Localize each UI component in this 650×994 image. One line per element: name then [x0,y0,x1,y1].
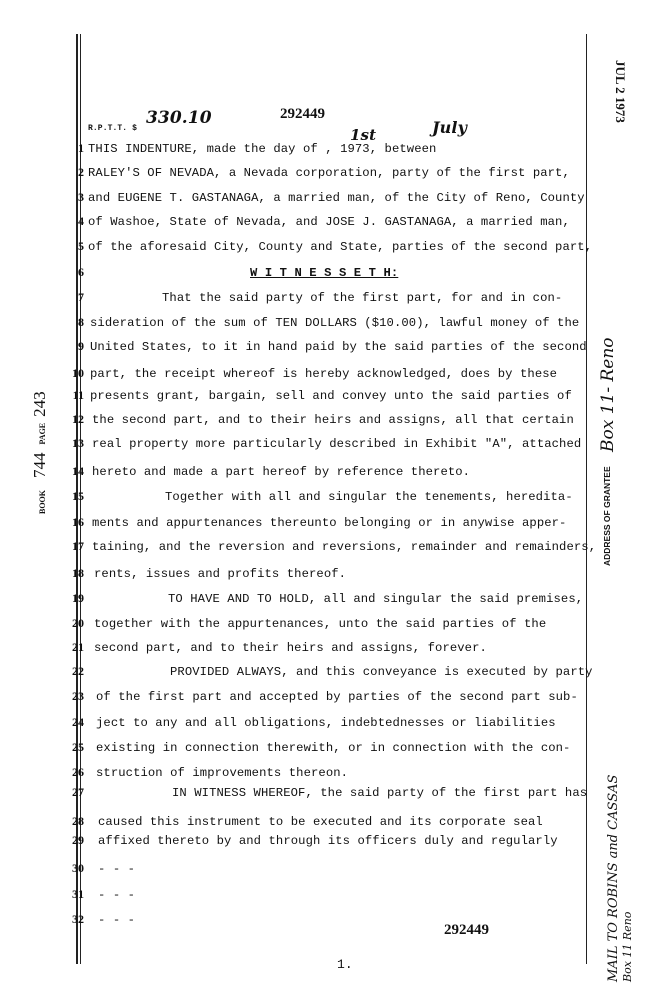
book-label: BOOK [38,489,47,514]
deed-text-line: real property more particularly described in Exhibit "A", attached [92,437,582,451]
deed-text-line: of Washoe, State of Nevada, and JOSE J. GASTANAGA, a married man, [88,215,570,229]
deed-text-line: United States, to it in hand paid by the said parties of the second [90,340,587,354]
deed-text-line: and EUGENE T. GASTANAGA, a married man, of the City of Reno, County [88,191,585,205]
deed-text-line: Together with all and singular the tenements, heredita- [165,490,573,504]
line-number: 15 [72,489,84,503]
line-number: 16 [72,515,84,529]
deed-text-line: the second part, and to their heirs and assigns, all that certain [92,413,574,427]
deed-text-line: IN WITNESS WHEREOF, the said party of the first part has [172,786,588,800]
line-number: 2 [78,165,84,179]
line-number: 31 [72,887,84,901]
deed-text-line: PROVIDED ALWAYS, and this conveyance is executed by party [170,665,593,679]
line-number: 6 [78,265,84,279]
line-number: 21 [72,640,84,654]
line-number: 24 [72,715,84,729]
deed-text-line: - - - [98,913,136,927]
deed-text-line: rents, issues and profits thereof. [94,567,347,581]
book-number: 744 [30,452,49,478]
deed-text-line: ject to any and all obligations, indebtednesses or liabilities [96,716,556,730]
right-margin-rule [586,34,587,964]
deed-text-line: of the first part and accepted by parties of the second part sub- [96,690,578,704]
deed-text-line: together with the appurtenances, unto the said parties of the [94,617,547,631]
line-number: 32 [72,912,84,926]
grantee-address-label: ADDRESS OF GRANTEE [602,466,612,566]
line-number: 27 [72,785,84,799]
date-month-handwritten: July [432,118,467,137]
rptt-value: 330.10 [146,108,212,128]
line-number: 5 [78,239,84,253]
page-number: 1. [337,957,353,972]
deed-text-line: THIS INDENTURE, made the day of , 1973, between [88,142,437,156]
filed-date-stamp: JUL 2 1973 [613,60,628,123]
mail-to-handwritten-line2: Box 11 Reno [621,911,634,982]
deed-text-line: presents grant, bargain, sell and convey unto the said parties of [90,389,572,403]
deed-text-line: - - - [98,862,136,876]
deed-text-line: affixed thereto by and through its officers duly and regularly [98,834,558,848]
line-number: 26 [72,765,84,779]
witnesseth-heading: W I T N E S S E T H: [250,266,399,280]
deed-text-line: second part, and to their heirs and assigns, forever. [94,641,487,655]
line-number: 12 [72,412,84,426]
line-number: 22 [72,664,84,678]
deed-text-line: RALEY'S OF NEVADA, a Nevada corporation, party of the first part, [88,166,570,180]
line-number: 10 [72,366,84,380]
line-number: 30 [72,861,84,875]
deed-text-line: That the said party of the first part, for and in con- [162,291,563,305]
line-number: 23 [72,689,84,703]
deed-text-line: part, the receipt whereof is hereby acknowledged, does by these [90,367,558,381]
book-page-stamp [30,391,50,514]
deed-text-line: struction of improvements thereon. [96,766,349,780]
rptt-label: R.P.T.T. $ [88,124,138,133]
page-label: PAGE [38,422,47,445]
line-number: 11 [72,388,84,402]
doc-number-bottom: 292449 [444,922,489,938]
line-number: 8 [78,315,84,329]
deed-text-line: TO HAVE AND TO HOLD, all and singular the said premises, [168,592,584,606]
deed-text-line: caused this instrument to be executed and its corporate seal [98,815,543,829]
line-number: 29 [72,833,84,847]
line-number: 14 [72,464,84,478]
line-number: 19 [72,591,84,605]
line-number: 1 [78,141,84,155]
mail-to-handwritten: MAIL TO ROBINS and CASSAS [606,774,621,982]
line-number: 28 [72,814,84,828]
deed-text-line: existing in connection therewith, or in connection with the con- [96,741,571,755]
date-day-handwritten: 1st [350,126,377,144]
line-number: 20 [72,616,84,630]
line-number: 4 [78,214,84,228]
line-number: 9 [78,339,84,353]
line-number: 17 [72,539,84,553]
line-number: 18 [72,566,84,580]
deed-text-line: sideration of the sum of TEN DOLLARS ($10.00), lawful money of the [90,316,580,330]
deed-text-line: taining, and the reversion and reversions, remainder and remainders, [92,540,597,554]
grantee-address-handwritten: Box 11- Reno [598,337,618,452]
line-number: 13 [72,436,84,450]
line-number: 3 [78,190,84,204]
line-number: 7 [78,290,84,304]
line-number: 25 [72,740,84,754]
deed-text-line: ments and appurtenances thereunto belonging or in anywise apper- [92,516,567,530]
page-number-stamp: 243 [30,391,49,417]
deed-text-line: - - - [98,888,136,902]
deed-text-line: hereto and made a part hereof by reference thereto. [92,465,471,479]
doc-number-top: 292449 [280,106,325,122]
deed-text-line: of the aforesaid City, County and State, parties of the second part, [88,240,593,254]
